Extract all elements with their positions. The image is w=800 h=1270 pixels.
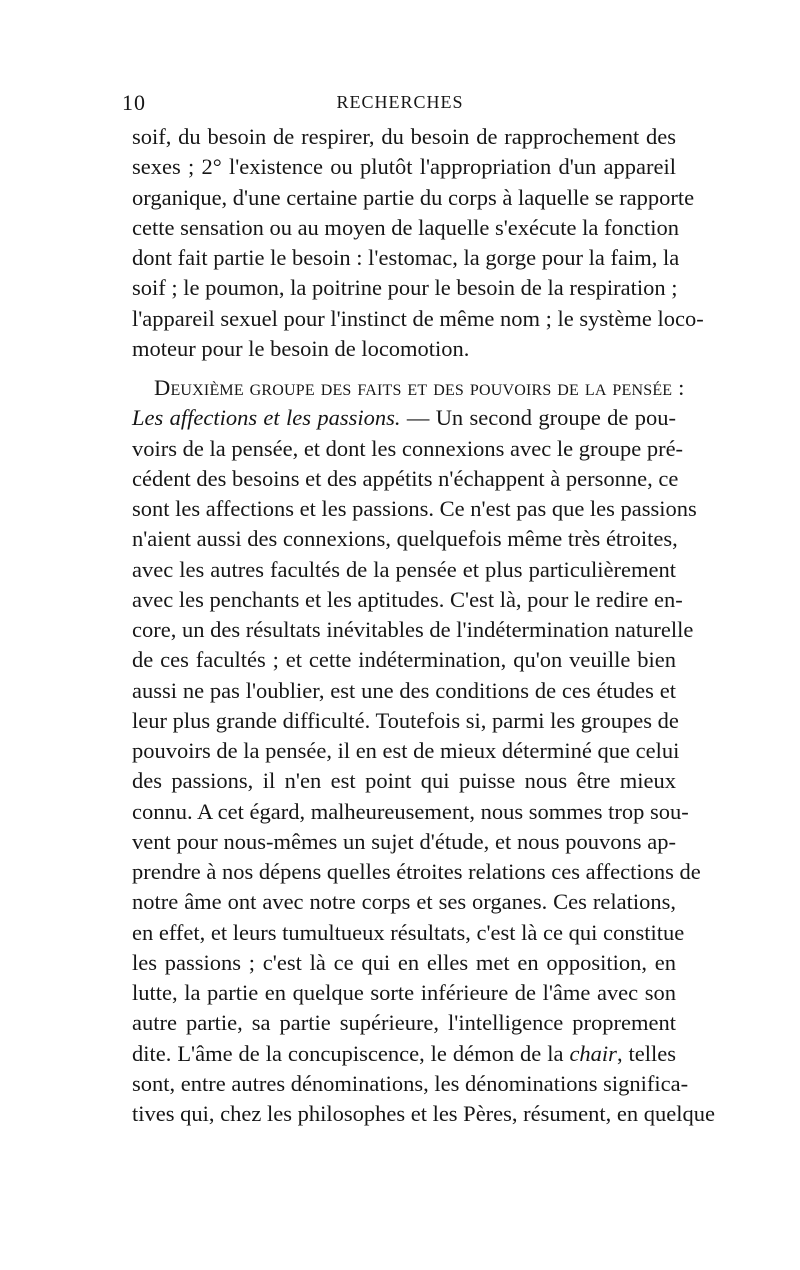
text-line: moteur pour le besoin de locomotion. [132, 335, 470, 361]
text-line: dont fait partie le besoin : l'estomac, la gorge pour la faim, la [132, 245, 680, 270]
section-heading: Deuxième groupe des faits et des pouvoirs de la pensée : [154, 375, 685, 400]
lead-rest: — Un second groupe de pou- [400, 405, 676, 431]
text-line: aussi ne pas l'oublier, est une des conditions de ces études et [132, 677, 676, 703]
text-line: les passions ; c'est là ce qui en elles met en opposition, en [132, 949, 676, 975]
running-title: RECHERCHES [336, 92, 464, 112]
line-start: dite. L'âme de la concupiscence, le démon de la [132, 1040, 564, 1066]
running-head [122, 90, 678, 120]
italic-chair: chair [569, 1040, 617, 1066]
paragraph-passions [132, 373, 715, 1129]
text-line: cédent des besoins et des appétits n'échappent à personne, ce [132, 465, 679, 491]
text-line: de ces facultés ; et cette indétermination, qu'on veuille bien [132, 647, 676, 673]
text-line: organique, d'une certaine partie du corps à laquelle se rapporte [132, 184, 695, 210]
text-line: sont les affections et les passions. Ce n'est pas que les passions [132, 496, 697, 521]
text-line [132, 1039, 676, 1069]
text-line: pouvoirs de la pensée, il en est de mieux déterminé que celui [132, 738, 680, 763]
italic-lead: Les affections et les passions. [132, 405, 401, 431]
text-line: avec les penchants et les aptitudes. C'est là, pour le redire en- [132, 586, 683, 612]
page-number: 10 [122, 90, 146, 115]
text-line: sont, entre autres dénominations, les dénominations significa- [132, 1070, 689, 1096]
text-line: prendre à nos dépens quelles étroites relations ces affections de [132, 859, 701, 884]
text-line: en effet, et leurs tumultueux résultats, c'est là ce qui constitue [132, 919, 685, 945]
text-line: sexes ; 2° l'existence ou plutôt l'appropriation d'un appareil [132, 154, 676, 180]
text-line: vent pour nous-mêmes un sujet d'étude, et nous pouvons ap- [132, 828, 676, 854]
text-line: n'aient aussi des connexions, quelquefois même très étroites, [132, 526, 678, 552]
text-line: voirs de la pensée, et dont les connexions avec le groupe pré- [132, 435, 684, 461]
text-line: lutte, la partie en quelque sorte inférieure de l'âme avec son [132, 980, 676, 1005]
text-line: soif ; le poumon, la poitrine pour le besoin de la respiration ; [132, 275, 678, 301]
text-line [132, 403, 676, 433]
text-line: avec les autres facultés de la pensée et plus particulièrement [132, 556, 676, 582]
paragraph-needs [132, 122, 704, 364]
text-line: connu. A cet égard, malheureusement, nous sommes trop sou- [132, 798, 689, 824]
text-line: cette sensation ou au moyen de laquelle s'exécute la fonction [132, 214, 679, 240]
text-line: soif, du besoin de respirer, du besoin de rapprochement des [132, 124, 676, 149]
text-line: notre âme ont avec notre corps et ses organes. Ces relations, [132, 889, 676, 915]
text-line: l'appareil sexuel pour l'instinct de même nom ; le système loco- [132, 305, 704, 331]
line-end: , telles [616, 1040, 676, 1066]
text-line: tives qui, chez les philosophes et les Pères, résument, en quelque [132, 1101, 715, 1126]
text-line: autre partie, sa partie supérieure, l'intelligence proprement [132, 1010, 676, 1036]
text-line: leur plus grande difficulté. Toutefois si, parmi les groupes de [132, 707, 679, 733]
text-line: des passions, il n'en est point qui puisse nous être mieux [132, 768, 676, 794]
text-line: core, un des résultats inévitables de l'indétermination naturelle [132, 617, 694, 642]
